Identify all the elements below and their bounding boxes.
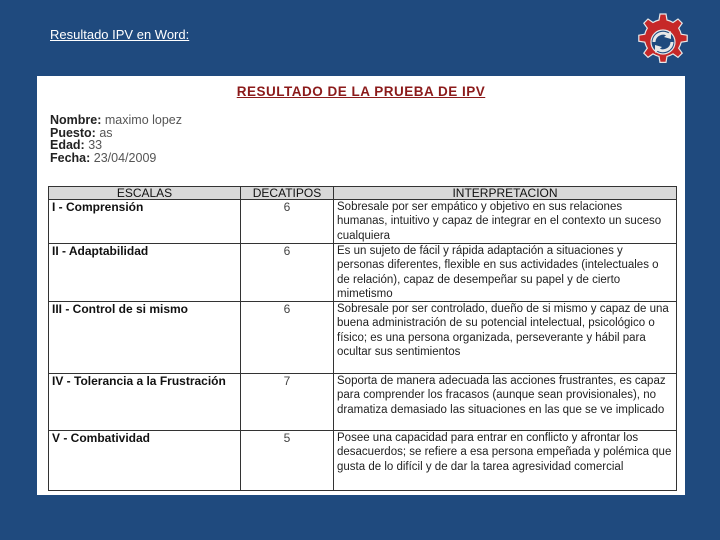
escala-cell: III - Control de si mismo: [49, 302, 241, 374]
info-value: 23/04/2009: [93, 150, 157, 165]
table-header-row: [49, 187, 677, 200]
info-label: Puesto:: [50, 125, 96, 140]
decatipo-cell: 7: [241, 374, 334, 431]
candidate-info: [50, 114, 182, 164]
document-title: [37, 84, 685, 99]
word-document: [37, 76, 685, 495]
table-row: [49, 244, 677, 302]
gear-refresh-icon: [633, 12, 693, 72]
info-value: as: [99, 125, 113, 140]
escala-cell: I - Comprensión: [49, 200, 241, 244]
decatipo-cell: 6: [241, 302, 334, 374]
table-row: [49, 431, 677, 491]
results-table: [48, 186, 677, 491]
table-row: [49, 302, 677, 374]
table-row: [49, 374, 677, 431]
header-escalas: ESCALAS: [49, 187, 241, 200]
escala-cell: IV - Tolerancia a la Frustración: [49, 374, 241, 431]
table-row: [49, 200, 677, 244]
slide-title: Resultado IPV en Word:: [50, 27, 190, 42]
escala-cell: II - Adaptabilidad: [49, 244, 241, 302]
document-title-text: RESULTADO DE LA PRUEBA DE IPV: [236, 84, 486, 99]
decatipo-cell: 6: [241, 244, 334, 302]
interpretacion-cell: Sobresale por ser empático y objetivo en sus relaciones humanas, intuitivo y capaz de integrar en el contexto un suceso cualquiera: [334, 200, 677, 244]
info-line-fecha: [50, 152, 182, 165]
info-value: 33: [88, 138, 103, 152]
decatipo-cell: 6: [241, 200, 334, 244]
info-label: Nombre:: [50, 113, 102, 127]
info-value: maximo lopez: [104, 113, 183, 127]
interpretacion-cell: Posee una capacidad para entrar en conflicto y afrontar los desacuerdos; se refiere a esa persona empeñada y polémica que gusta de lo difícil y de dar la tarea agresividad comercial: [334, 431, 677, 491]
interpretacion-cell: Soporta de manera adecuada las acciones frustrantes, es capaz para comprender los fracasos (aunque sean provisionales), no dramatiza demasiado las situaciones en las que se ve implicado: [334, 374, 677, 431]
info-label: Edad:: [50, 138, 85, 152]
header-decatipos: DECATIPOS: [241, 187, 334, 200]
interpretacion-cell: Es un sujeto de fácil y rápida adaptación a situaciones y personas diferentes, flexible en sus actividades (intelectuales o de relación), capaz de desempeñar su papel y de cierto mimetismo: [334, 244, 677, 302]
info-label: Fecha:: [50, 150, 91, 165]
decatipo-cell: 5: [241, 431, 334, 491]
header-interpretacion: INTERPRETACION: [334, 187, 677, 200]
escala-cell: V - Combatividad: [49, 431, 241, 491]
interpretacion-cell: Sobresale por ser controlado, dueño de si mismo y capaz de una buena administración de su potencial intelectual, psicológico o físico; es una persona organizada, perseverante y hábil para ocultar sus sentimientos: [334, 302, 677, 374]
